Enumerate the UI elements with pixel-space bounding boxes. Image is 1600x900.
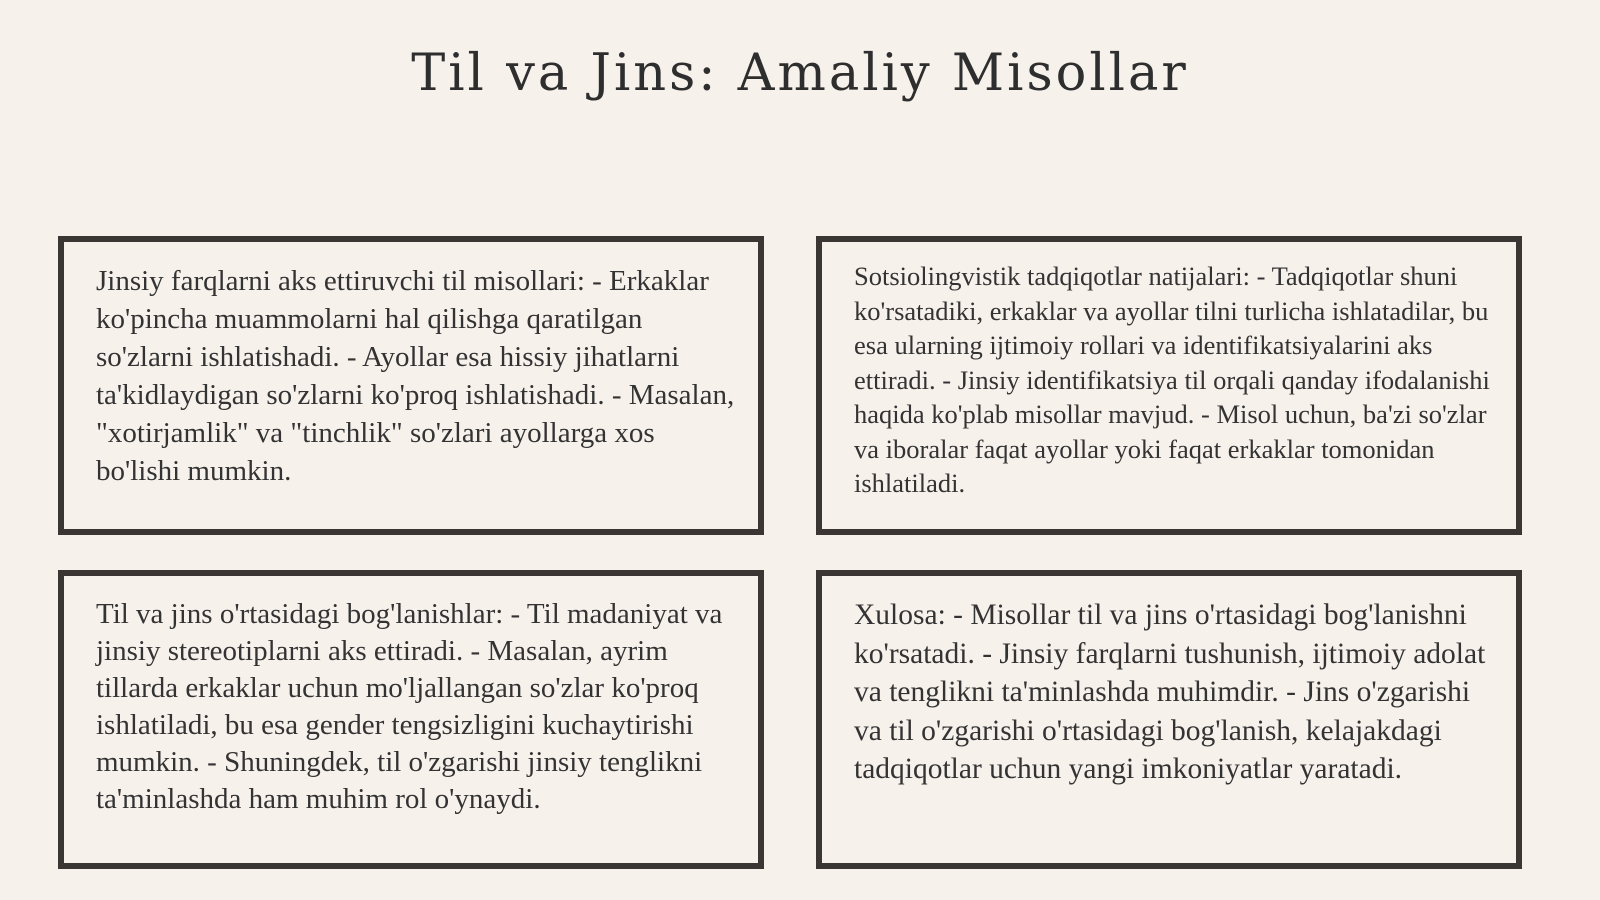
card-text: Til va jins o'rtasidagi bog'lanishlar: - Til madaniyat va jinsiy stereotiplarni aks ettiradi. - Masalan, ayrim tillarda erkaklar uchun mo'ljallangan so'zlar ko'proq ishlatiladi, bu esa gender tengsizligini kuchaytirishi mumkin. - Shuningdek, til o'zgarishi jinsiy tenglikni ta'minlashda ham muhim rol o'ynaydi. bbox=[96, 598, 723, 815]
text-card-language-gender-links bbox=[58, 570, 764, 869]
card-text: Sotsiolingvistik tadqiqotlar natijalari: - Tadqiqotlar shuni ko'rsatadiki, erkaklar va ayollar tilni turlicha ishlatadilar, bu esa ularning ijtimoiy rollari va identifikatsiyalarini aks ettiradi. - Jinsiy identifikatsiya til orqali qanday ifodalanishi haqida ko'plab misollar mavjud. - Misol uchun, ba'zi so'zlar va iboralar faqat ayollar yoki faqat erkaklar tomonidan ishlatiladi. bbox=[854, 261, 1490, 498]
card-text: Jinsiy farqlarni aks ettiruvchi til misollari: - Erkaklar ko'pincha muammolarni hal qilishga qaratilgan so'zlarni ishlatishadi. - Ayollar esa hissiy jihatlarni ta'kidlaydigan so'zlarni ko'proq ishlatishadi. - Masalan, "xotirjamlik" va "tinchlik" so'zlari ayollarga xos bo'lishi mumkin. bbox=[96, 265, 735, 487]
text-card-sociolinguistic-results bbox=[816, 236, 1522, 535]
card-text: Xulosa: - Misollar til va jins o'rtasidagi bog'lanishni ko'rsatadi. - Jinsiy farqlarni tushunish, ijtimoiy adolat va tenglikni ta'minlashda muhimdir. - Jins o'zgarishi va til o'zgarishi o'rtasidagi bog'lanish, kelajakdagi tadqiqotlar uchun yangi imkoniyatlar yaratadi. bbox=[854, 599, 1486, 785]
slide-title: Til va Jins: Amaliy Misollar bbox=[411, 44, 1189, 103]
text-card-language-examples bbox=[58, 236, 764, 535]
text-card-conclusion bbox=[816, 570, 1522, 869]
